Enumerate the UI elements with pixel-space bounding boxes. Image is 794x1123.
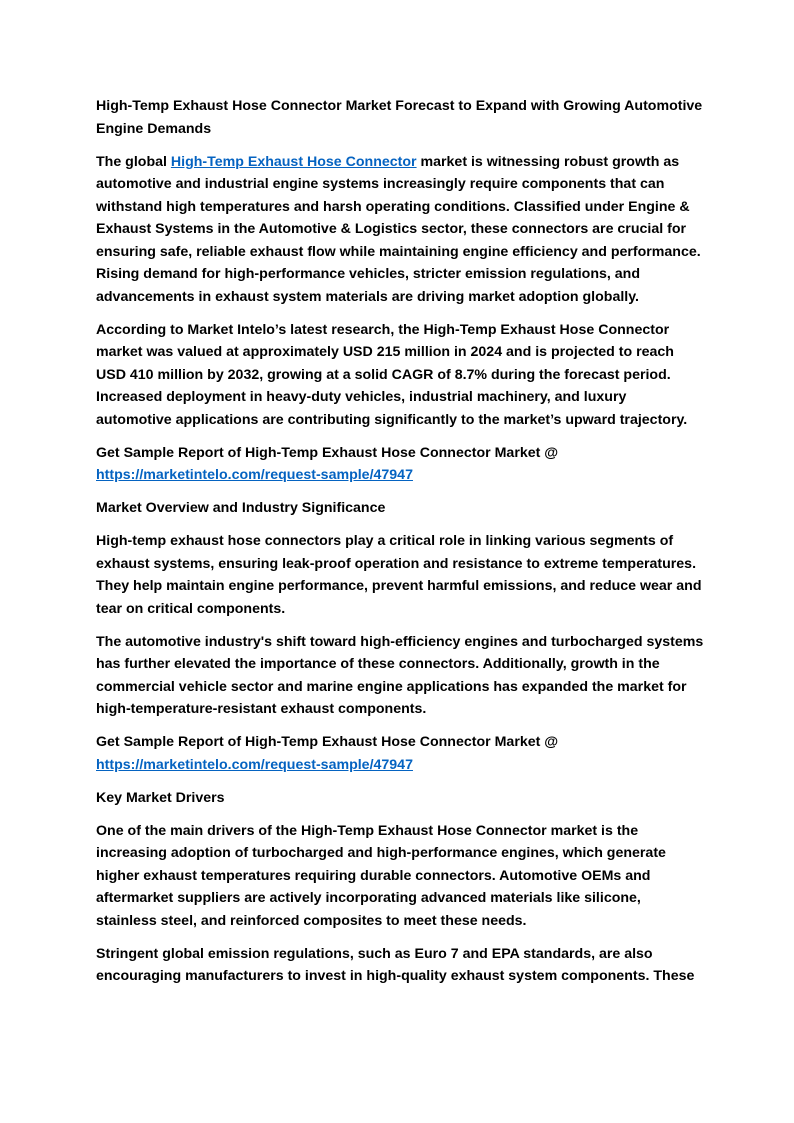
drivers-paragraph-2: Stringent global emission regulations, such as Euro 7 and EPA standards, are also encouraging manufacturers to invest in high-quality exhaust system components. These xyxy=(96,945,695,984)
overview-paragraph-1: High-temp exhaust hose connectors play a critical role in linking various segments of exhaust systems, ensuring leak-proof operation and resistance to extreme temperatures. They help maintain engine performance, prevent harmful emissions, and reduce wear and tear on critical components. xyxy=(96,533,702,617)
sample-report-text-1: Get Sample Report of High-Temp Exhaust Hose Connector Market @ xyxy=(96,444,559,461)
intro-prefix: The global xyxy=(96,153,171,170)
drivers-paragraph-1: One of the main drivers of the High-Temp Exhaust Hose Connector market is the increasing adoption of turbocharged and high-performance engines, which generate higher exhaust temperatures requiring durable connectors. Automotive OEMs and aftermarket suppliers are actively incorporating advanced materials like silicone, stainless steel, and reinforced composites to meet these needs. xyxy=(96,822,666,929)
document-title: High-Temp Exhaust Hose Connector Market Forecast to Expand with Growing Automotive Engine Demands xyxy=(96,98,703,137)
sample-report-block-1 xyxy=(96,442,704,487)
product-link[interactable]: High-Temp Exhaust Hose Connector xyxy=(170,153,417,170)
intro-suffix: market is witnessing robust growth as automotive and industrial engine systems increasingly require components that can withstand high temperatures and harsh operating conditions. Classified under Engine & Exhaust Systems in the Automotive & Logistics sector, these connectors are crucial for ensuring safe, reliable exhaust flow while maintaining engine efficiency and performance. Rising demand for high-performance vehicles, stricter emission regulations, and advancements in exhaust system materials are driving market adoption globally. xyxy=(96,153,701,305)
document-page xyxy=(96,95,704,998)
sample-report-text-2: Get Sample Report of High-Temp Exhaust Hose Connector Market @ xyxy=(96,734,559,750)
sample-report-link-2[interactable]: https://marketintelo.com/request-sample/47947 xyxy=(96,756,413,773)
intro-paragraph xyxy=(96,151,704,309)
sample-report-block-2 xyxy=(96,731,704,776)
heading-market-overview: Market Overview and Industry Significance xyxy=(96,500,386,516)
heading-key-drivers: Key Market Drivers xyxy=(96,789,225,806)
overview-paragraph-2: The automotive industry's shift toward high-efficiency engines and turbocharged systems has further elevated the importance of these connectors. Additionally, growth in the commercial vehicle sector and marine engine applications has expanded the market for high-temperature-resistant exhaust components. xyxy=(96,633,704,717)
sample-report-link-1[interactable]: https://marketintelo.com/request-sample/47947 xyxy=(96,467,413,483)
research-paragraph: According to Market Intelo’s latest research, the High-Temp Exhaust Hose Connector market was valued at approximately USD 215 million in 2024 and is projected to reach USD 410 million by 2032, growing at a solid CAGR of 8.7% during the forecast period. Increased deployment in heavy-duty vehicles, industrial machinery, and luxury automotive applications are contributing significantly to the market’s upward trajectory. xyxy=(96,321,688,428)
